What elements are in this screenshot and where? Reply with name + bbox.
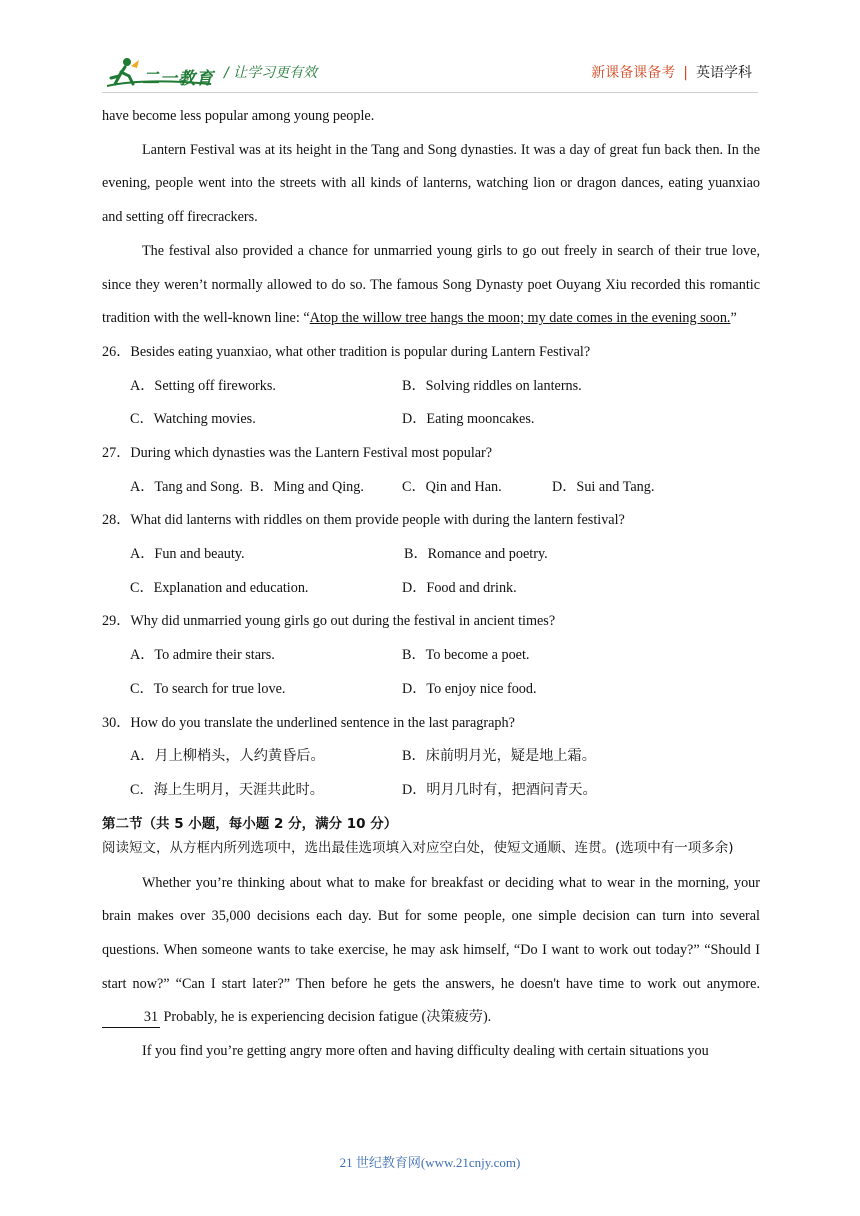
options-row <box>102 774 760 808</box>
option-d[interactable]: D．To enjoy nice food. <box>402 680 537 697</box>
passage-text: The festival also provided a chance for unmarried young girls to go out freely in search of their true love, since they weren’t normally allowed to do so. The famous Song Dynasty poet Ouyang Xiu recorded this romantic tradition with the well-known line: “ <box>102 242 760 327</box>
option-c[interactable]: C．海上生明月，天涯共此时。 <box>130 781 324 798</box>
option-a[interactable]: A．月上柳梢头，人约黄昏后。 <box>130 748 325 765</box>
option-c[interactable]: C．Watching movies. <box>130 411 256 428</box>
options-row <box>102 740 760 774</box>
passage-paragraph: Lantern Festival was at its height in the Tang and Song dynasties. It was a day of great fun back then. In the evening, people went into the streets with all kinds of lanterns, watching lion or dragon dances, eating yuanxiao and setting off firecrackers. <box>102 141 760 226</box>
option-a[interactable]: A．Tang and Song. <box>130 478 243 495</box>
page-header <box>0 0 860 100</box>
option-c[interactable]: C．Explanation and education. <box>130 579 309 596</box>
options-row <box>102 471 760 505</box>
page-content <box>102 100 760 1069</box>
option-b[interactable]: B．To become a poet. <box>402 647 530 664</box>
slogan: / 让学习更有效 <box>224 65 318 81</box>
option-b[interactable]: B．床前明月光，疑是地上霜。 <box>402 748 596 765</box>
question-27: 27．During which dynasties was the Lantern Festival most popular? <box>102 445 493 461</box>
logo-text: 二一教育 <box>142 69 214 89</box>
page-footer: 21 世纪教育网(www.21cnjy.com) <box>339 1155 521 1170</box>
section-instruction: 阅读短文，从方框内所列选项中，选出最佳选项填入对应空白处，使短文通顺、连贯。(选项中有一项多余) <box>102 839 734 856</box>
option-b[interactable]: B．Solving riddles on lanterns. <box>402 377 582 394</box>
options-row <box>102 572 760 606</box>
question-29: 29．Why did unmarried young girls go out during the festival in ancient times? <box>102 613 556 630</box>
question-30: 30．How do you translate the underlined sentence in the last paragraph? <box>102 714 515 731</box>
options-row <box>102 538 760 572</box>
underlined-sentence: Atop the willow tree hangs the moon; my date comes in the evening soon. <box>309 310 731 327</box>
header-tag: 新课备课备考 <box>591 65 676 81</box>
option-c[interactable]: C．Qin and Han. <box>402 478 502 495</box>
header-subject-name: 英语学科 <box>696 65 752 81</box>
passage-text: Probably, he is experiencing decision fatigue (决策疲劳). <box>163 1009 492 1026</box>
option-d[interactable]: D．明月几时有，把酒问青天。 <box>402 781 597 798</box>
passage-paragraph <box>102 867 760 1036</box>
passage-paragraph: If you find you’re getting angry more often and having difficulty dealing with certain situations you <box>142 1043 709 1060</box>
header-separator: | <box>683 65 688 81</box>
passage-paragraph: have become less popular among young people. <box>102 108 375 124</box>
blank-31[interactable]: 31 <box>102 1007 160 1028</box>
options-row <box>102 370 760 404</box>
question-26: 26．Besides eating yuanxiao, what other tradition is popular during Lantern Festival? <box>102 343 591 360</box>
passage-text: ” <box>730 310 737 327</box>
option-b[interactable]: B．Romance and poetry. <box>404 546 548 563</box>
header-subject <box>591 62 752 82</box>
option-a[interactable]: A．Fun and beauty. <box>130 546 245 563</box>
options-row <box>102 639 760 673</box>
section-title: 第二节（共 5 小题，每小题 2 分，满分 10 分） <box>102 815 398 832</box>
option-a[interactable]: A．Setting off fireworks. <box>130 377 276 394</box>
option-d[interactable]: D．Food and drink. <box>402 579 517 596</box>
passage-text: Whether you’re thinking about what to make for breakfast or deciding what to wear in the morning, your brain makes over 35,000 decisions each day. But for some people, one simple decision can turn into several questions. When someone wants to take exercise, he may ask himself, “Do I want to work out today?” “Should I start now?” “Can I start later?” Then before he gets the answers, he doesn't have time to work out anymore. <box>102 874 760 992</box>
passage-paragraph <box>102 235 760 336</box>
option-c[interactable]: C．To search for true love. <box>130 680 286 697</box>
question-28: 28．What did lanterns with riddles on them provide people with during the lantern festival? <box>102 512 625 529</box>
options-row <box>102 673 760 707</box>
header-divider <box>102 92 758 93</box>
option-b[interactable]: B．Ming and Qing. <box>250 478 364 495</box>
option-d[interactable]: D．Sui and Tang. <box>552 478 655 495</box>
option-a[interactable]: A．To admire their stars. <box>130 647 275 664</box>
options-row <box>102 403 760 437</box>
option-d[interactable]: D．Eating mooncakes. <box>402 411 535 428</box>
